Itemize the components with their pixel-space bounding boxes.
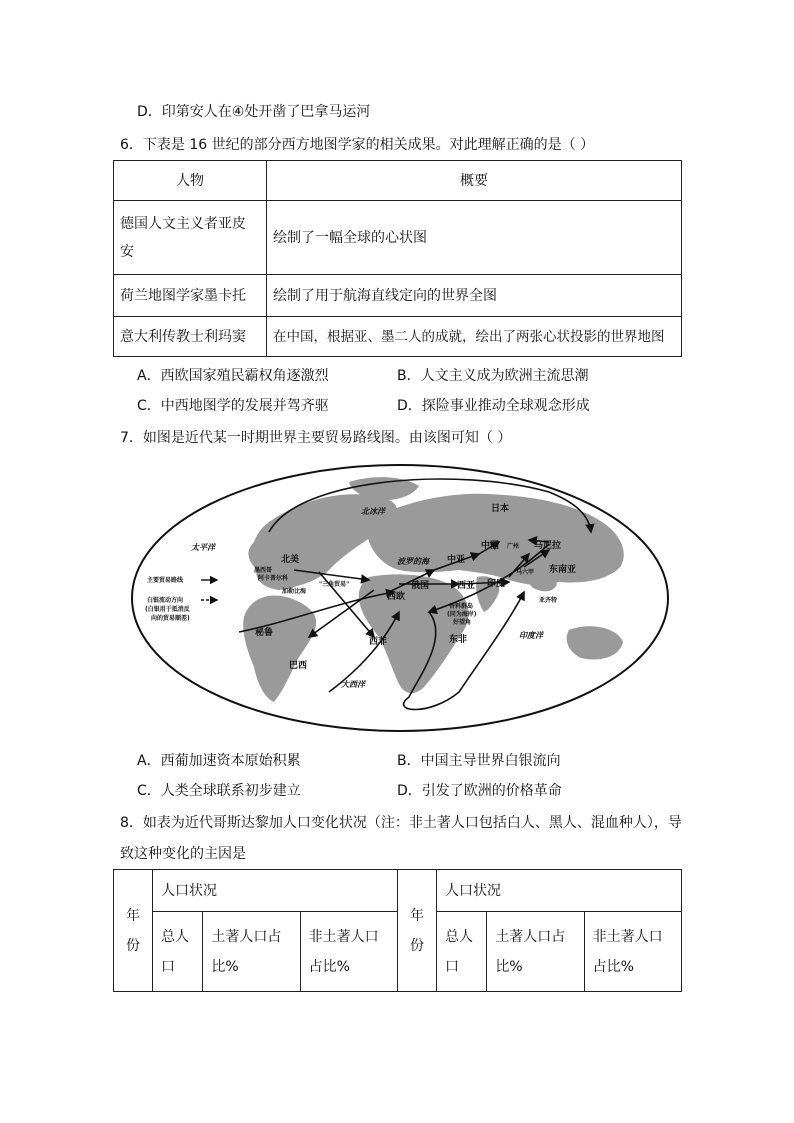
q7-option-d[interactable]: D．引发了欧洲的价格革命: [397, 783, 562, 799]
q7-option-b[interactable]: B．中国主导世界白银流向: [397, 753, 561, 769]
q6-option-c[interactable]: C．中西地图学的发展并驾齐驱: [137, 398, 329, 414]
label-caribbean: 加勒比海: [282, 588, 307, 595]
person-line: 安: [120, 243, 134, 260]
q8-table: [113, 869, 682, 992]
q7-stem: 7．如图是近代某一时期世界主要贸易路线图。由该图可知（ ）: [120, 430, 512, 446]
table-cell-person: 意大利传教士利玛窦: [114, 317, 267, 357]
table-header-row: [114, 870, 682, 912]
table-row: [114, 317, 682, 357]
legend-silver-label: 白银流动方向: [147, 597, 184, 604]
label-west-africa: 西非: [369, 637, 388, 647]
legend-route-label: 主要贸易路线: [147, 577, 184, 584]
q8-stem-line2: 致这种变化的主因是: [120, 846, 246, 862]
table-cell-summary: 绘制了用于航海直线定向的世界全图: [267, 275, 682, 317]
label-pacific: 太平洋: [191, 543, 215, 552]
q6-option-a[interactable]: A．西欧国家殖民霸权角逐激烈: [137, 368, 329, 384]
trade-route-map: [129, 462, 671, 734]
table-cell-person: 荷兰地图学家墨卡托: [114, 275, 267, 317]
label-north-america: 北美: [281, 555, 300, 565]
table-cell-summary: 绘制了一幅全球的心状图: [267, 201, 682, 275]
table-cell-total: 总人 口: [153, 912, 203, 992]
label-aceh: 亚齐特: [539, 597, 558, 604]
label-mexico: 墨西哥: [254, 567, 273, 574]
person-line: 德国人文主义者亚皮: [120, 215, 246, 232]
table-cell-native: 土著人口占 比%: [203, 912, 300, 992]
table-cell-native: 土著人口占 比%: [487, 912, 584, 992]
table-row: [114, 201, 682, 275]
table-row: [114, 275, 682, 317]
label-arctic: 北冰洋: [361, 507, 385, 516]
label-manila: 马尼拉: [534, 541, 562, 551]
label-peru: 秘鲁: [255, 628, 274, 638]
label-east-africa: 东非: [449, 635, 468, 645]
label-russia: 俄国: [411, 581, 430, 591]
label-west-europe: 西欧: [387, 592, 406, 602]
label-india: 印度: [487, 579, 506, 589]
label-guangzhou: 广州: [507, 543, 520, 550]
label-west-asia: 西亚: [457, 581, 476, 591]
table-header-status-left: 人口状况: [153, 870, 398, 912]
table-cell-total: 总人 口: [436, 912, 486, 992]
label-cape-note: (同为海岸): [447, 611, 477, 618]
label-indian: 印度洋: [519, 631, 543, 640]
table-cell-nonnative: 非土著人口 占比%: [300, 912, 397, 992]
q8-stem-line1: 8．如表为近代哥斯达黎加人口变化状况（注：非土著人口包括白人、黑人、混血种人），导: [120, 815, 682, 831]
table-header-year-right: 年份: [397, 870, 436, 992]
label-japan: 日本: [491, 504, 510, 514]
label-cape: 好望角: [453, 619, 472, 626]
q6-table: [113, 160, 682, 357]
table-header-status-right: 人口状况: [436, 870, 681, 912]
label-baltic: 波罗的海: [397, 557, 429, 566]
table-cell-summary: 在中国，根据亚、墨二人的成就，绘出了两张心状投影的世界地图: [267, 317, 682, 357]
q5-option-d: D．印第安人在④处开凿了巴拿马运河: [137, 104, 371, 120]
label-central-asia: 中亚: [447, 555, 466, 565]
label-china: 中国: [481, 541, 500, 551]
q7-option-a[interactable]: A．西葡加速资本原始积累: [137, 753, 301, 769]
q6-option-b[interactable]: B．人文主义成为欧洲主流思潮: [397, 368, 589, 384]
legend-silver-note2: 向的贸易顺差): [151, 615, 190, 622]
label-brazil: 巴西: [289, 661, 308, 671]
label-islands: 香料群岛: [449, 603, 474, 610]
legend-silver-note1: (白银用于抵消反: [145, 606, 190, 613]
table-header-person: 人物: [114, 161, 267, 201]
trade-map-svg: [129, 462, 671, 734]
table-header-row: [114, 161, 682, 201]
q6-stem: 6．下表是 16 世纪的部分西方地图学家的相关成果。对此理解正确的是（ ）: [120, 137, 595, 153]
label-atlantic: 大西洋: [341, 680, 365, 689]
label-malacca: 马六甲: [516, 569, 535, 576]
table-header-year-left: 年份: [114, 870, 153, 992]
table-cell-person: [114, 201, 267, 275]
table-cell-nonnative: 非土著人口 占比%: [584, 912, 681, 992]
label-acapulco: 阿卡普尔科: [258, 575, 289, 582]
label-southeast-asia: 东南亚: [549, 565, 577, 575]
q7-option-c[interactable]: C．人类全球联系初步建立: [137, 783, 301, 799]
table-header-summary: 概要: [267, 161, 682, 201]
q6-option-d[interactable]: D．探险事业推动全球观念形成: [397, 398, 590, 414]
label-triangle: "三角贸易": [319, 581, 350, 588]
